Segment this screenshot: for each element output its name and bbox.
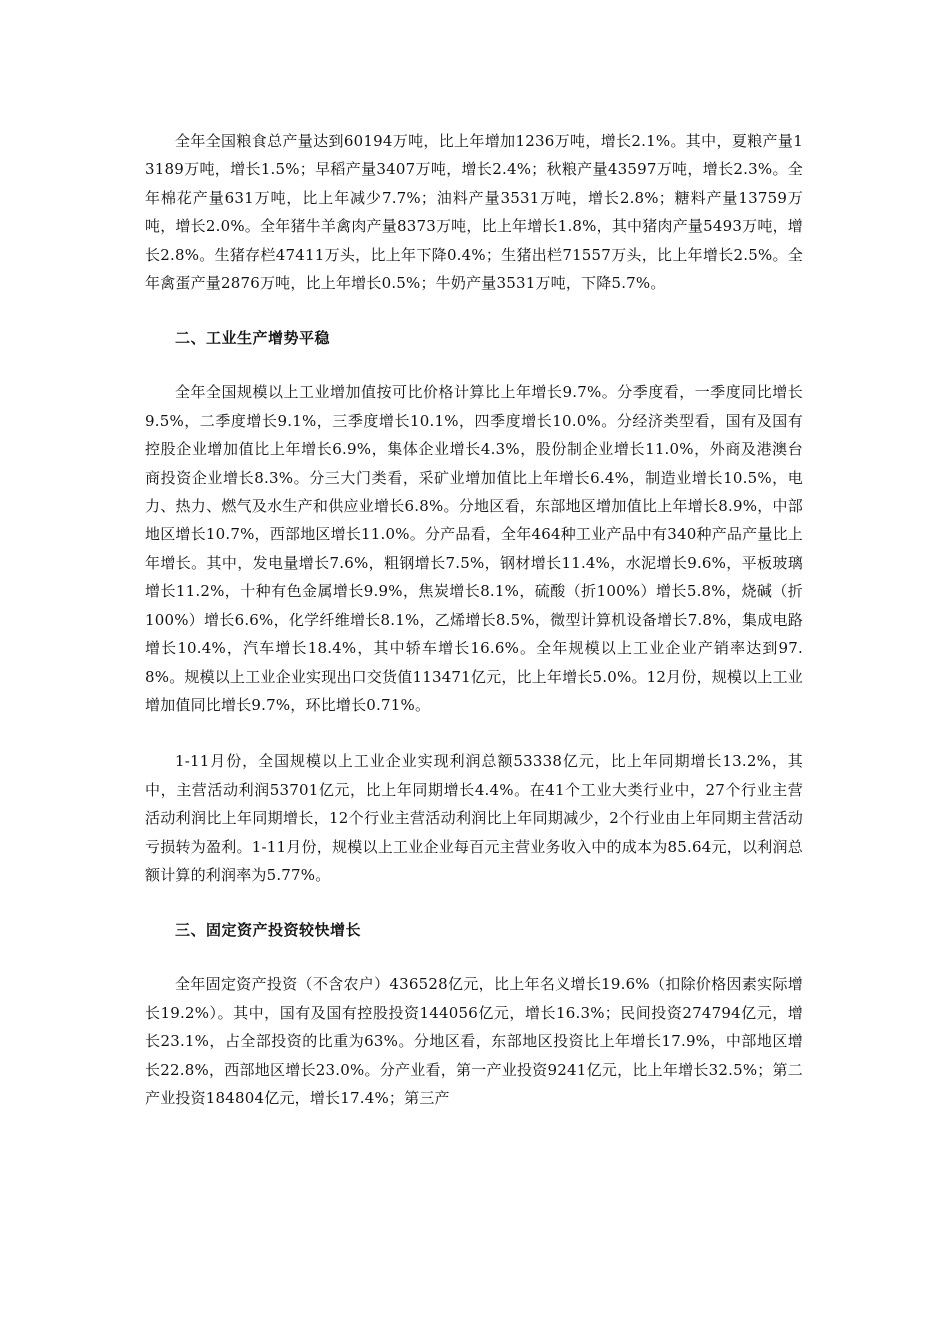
document-page (145, 127, 803, 1112)
section-heading-industry: 二、工业生产增势平稳 (175, 329, 331, 348)
paragraph-fixed-asset-investment: 全年固定资产投资（不含农户）436528亿元，比上年名义增长19.6%（扣除价格因素实际增长19.2%）。其中，国有及国有控股投资144056亿元，增长16.3%；民间投资274794亿元，增长23.1%，占全部投资的比重为63%。分地区看，东部地区投资比上年增长17.9%，中部地区增长22.8%，西部地区增长23.0%。分产业看，第一产业投资9241亿元，比上年增长32.5%；第二产业投资184804亿元，增长17.4%；第三产 (145, 975, 803, 1107)
paragraph-industry-growth: 全年全国规模以上工业增加值按可比价格计算比上年增长9.7%。分季度看，一季度同比增长9.5%，二季度增长9.1%，三季度增长10.1%，四季度增长10.0%。分经济类型看，国有及国有控股企业增加值比上年增长6.9%，集体企业增长4.3%，股份制企业增长11.0%，外商及港澳台商投资企业增长8.3%。分三大门类看，采矿业增加值比上年增长6.4%，制造业增长10.5%，电力、热力、燃气及水生产和供应业增长6.8%。分地区看，东部地区增加值比上年增长8.9%，中部地区增长10.7%，西部地区增长11.0%。分产品看，全年464种工业产品中有340种产品产量比上年增长。其中，发电量增长7.6%，粗钢增长7.5%，钢材增长11.4%，水泥增长9.6%，平板玻璃增长11.2%，十种有色金属增长9.9%，焦炭增长8.1%，硫酸（折100%）增长5.8%，烧碱（折100%）增长6.6%，化学纤维增长8.1%，乙烯增长8.5%，微型计算机设备增长7.8%，集成电路增长10.4%，汽车增长18.4%，其中轿车增长16.6%。全年规模以上工业企业产销率达到97.8%。规模以上工业企业实现出口交货值113471亿元，比上年增长5.0%。12月份，规模以上工业增加值同比增长9.7%，环比增长0.71%。 (145, 383, 803, 714)
section-heading-investment: 三、固定资产投资较快增长 (175, 921, 362, 940)
paragraph-grain-output: 全年全国粮食总产量达到60194万吨，比上年增加1236万吨，增长2.1%。其中，夏粮产量13189万吨，增长1.5%；早稻产量3407万吨，增长2.4%；秋粮产量43597万吨，增长2.3%。全年棉花产量631万吨，比上年减少7.7%；油料产量3531万吨，增长2.8%；糖料产量13759万吨，增长2.0%。全年猪牛羊禽肉产量8373万吨，比上年增长1.8%，其中猪肉产量5493万吨，增长2.8%。生猪存栏47411万头，比上年下降0.4%；生猪出栏71557万头，比上年增长2.5%。全年禽蛋产量2876万吨，比上年增长0.5%；牛奶产量3531万吨，下降5.7%。 (145, 132, 803, 293)
paragraph-industry-profit: 1-11月份，全国规模以上工业企业实现利润总额53338亿元，比上年同期增长13.2%，其中，主营活动利润53701亿元，比上年同期增长4.4%。在41个工业大类行业中，27个行业主营活动利润比上年同期增长，12个行业主营活动利润比上年同期减少，2个行业由上年同期主营活动亏损转为盈利。1-11月份，规模以上工业企业每百元主营业务收入中的成本为85.64元，以利润总额计算的利润率为5.77%。 (145, 752, 803, 884)
